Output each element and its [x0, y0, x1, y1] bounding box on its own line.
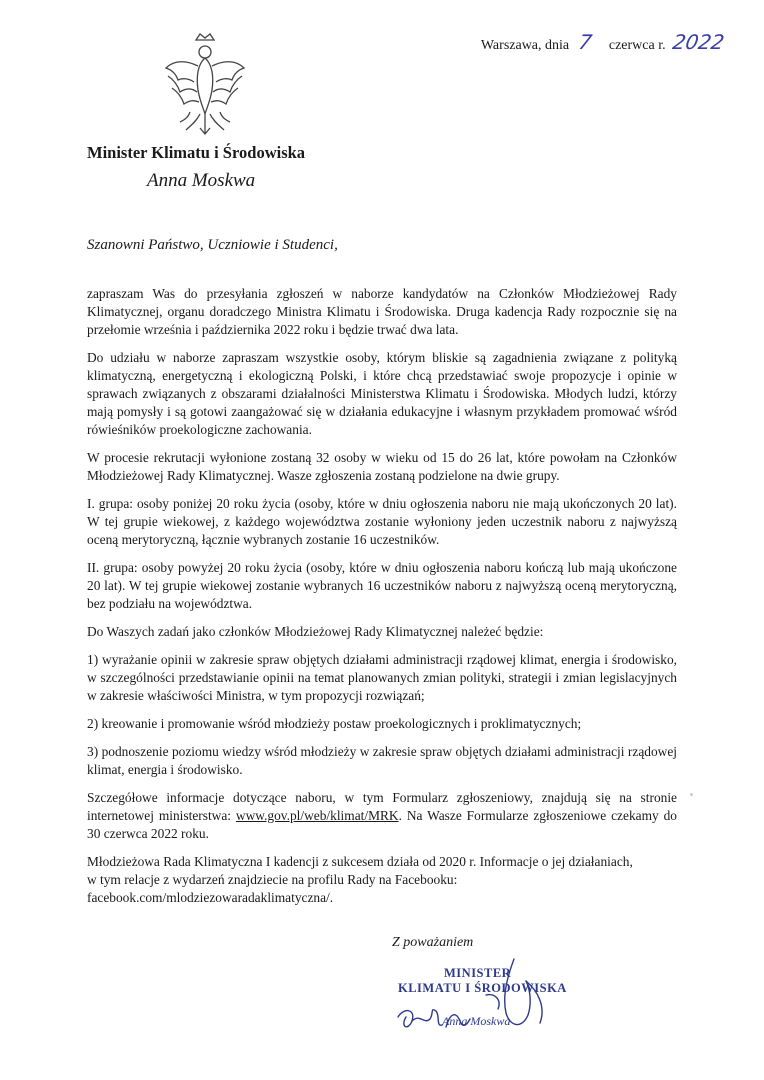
letter-body: [87, 285, 677, 917]
facebook-line-2: w tym relacje z wydarzeń znajdziecie na profilu Rady na Facebooku:: [87, 872, 458, 887]
stamp-title-line-1: MINISTER: [444, 966, 512, 980]
date-prefix: Warszawa, dnia: [480, 38, 570, 53]
paragraph-group-two: II. grupa: osoby powyżej 20 roku życia (osoby, które w dniu ogłoszenia naboru kończą lub mają ukończone 20 lat). W tej grupie wiekowej zostanie wybranych 16 uczestników naboru z najwyższą oceną merytoryczną, bez podziału na województwa.: [87, 560, 677, 611]
date-day: 7: [576, 30, 594, 54]
paragraph-details: [87, 789, 677, 843]
stamp-name: Anna Moskwa: [442, 1014, 511, 1028]
paragraph-invitation: Do udziału w naborze zapraszam wszystkie osoby, którym bliskie są zagadnienia związane z polityką klimatyczną, energetyczną i ekologiczną Polski, i które chcą przedstawiać swoje propozycje i opinie w sprawach związanych z obszarami działalności Ministerstwa Klimatu i Środowiska. Młodych ludzi, którzy mają pomysły i są gotowi zaangażować się w działania edukacyjne i własnym przykładem promować wśród rówieśników proekologiczne zachowania.: [87, 350, 677, 437]
greeting: Szanowni Państwo, Uczniowie i Studenci,: [87, 237, 338, 253]
task-item-1: 1) wyrażanie opinii w zakresie spraw objętych działami administracji rządowej klimat, energia i środowisko, w szczególności przedstawianie opinii na temat planowanych zmian polityki, strategii i zmian legislacyjnych w zakresie właściwości Ministra, w tym propozycji rozwiązań;: [87, 652, 677, 703]
date-line: [480, 30, 727, 54]
minister-name: Anna Moskwa: [147, 170, 256, 191]
paragraph-intro: zapraszam Was do przesyłania zgłoszeń w naborze kandydatów na Członków Młodzieżowej Rady Klimatycznej, organu doradczego Ministra Klimatu i Środowiska. Druga kadencja Rady rozpocznie się na przełomie września i października 2022 roku i będzie trwać dwa lata.: [87, 286, 677, 337]
task-item-2: 2) kreowanie i promowanie wśród młodzieży postaw proekologicznych i proklimatycznych;: [87, 716, 582, 731]
paragraph-facebook: [87, 853, 677, 907]
minister-title: Minister Klimatu i Środowiska: [87, 143, 306, 162]
mrk-website-link[interactable]: www.gov.pl/web/klimat/MRK: [235, 808, 399, 823]
page-speck: [690, 793, 693, 796]
facebook-link[interactable]: facebook.com/mlodziezowaradaklimatyczna/.: [87, 890, 334, 905]
task-item-3: 3) podnoszenie poziomu wiedzy wśród młodzieży w zakresie spraw objętych działami administracji rządowej klimat, energia i środowisko.: [87, 744, 677, 777]
paragraph-tasks-intro: Do Waszych zadań jako członków Młodzieżowej Rady Klimatycznej należeć będzie:: [87, 624, 544, 639]
facebook-line-1: Młodzieżowa Rada Klimatyczna I kadencji z sukcesem działa od 2020 r. Informacje o jej działaniach,: [87, 854, 633, 869]
closing-salutation: Z poważaniem: [392, 935, 474, 950]
white-eagle-emblem-icon: [160, 30, 250, 140]
paragraph-recruitment: W procesie rekrutacji wyłonione zostaną 32 osoby w wieku od 15 do 26 lat, które powołam na Członków Młodzieżowej Rady Klimatycznej. Wasze zgłoszenia zostaną podzielone na dwie grupy.: [87, 450, 677, 483]
paragraph-group-one: I. grupa: osoby poniżej 20 roku życia (osoby, które w dniu ogłoszenia naboru nie mają ukończonych 20 lat). W tej grupie wiekowej, z każdego województwa zostanie wyłoniony jeden uczestnik naboru z najwyższą oceną merytoryczną, łącznie wybranych zostanie 16 uczestników.: [87, 496, 677, 547]
date-month: czerwca r.: [608, 38, 666, 53]
stamp-title-line-2: KLIMATU I ŚRODOWISKA: [398, 981, 567, 995]
details-text-before: Szczegółowe informacje dotyczące naboru, w tym Formularz zgłoszeniowy, znajdują się na stronie internetowej ministerstwa:: [87, 790, 677, 823]
details-text-after: . Na Wasze Formularze zgłoszeniowe czekamy do 30 czerwca 2022 roku.: [87, 808, 677, 841]
date-year: 2022: [670, 30, 727, 54]
